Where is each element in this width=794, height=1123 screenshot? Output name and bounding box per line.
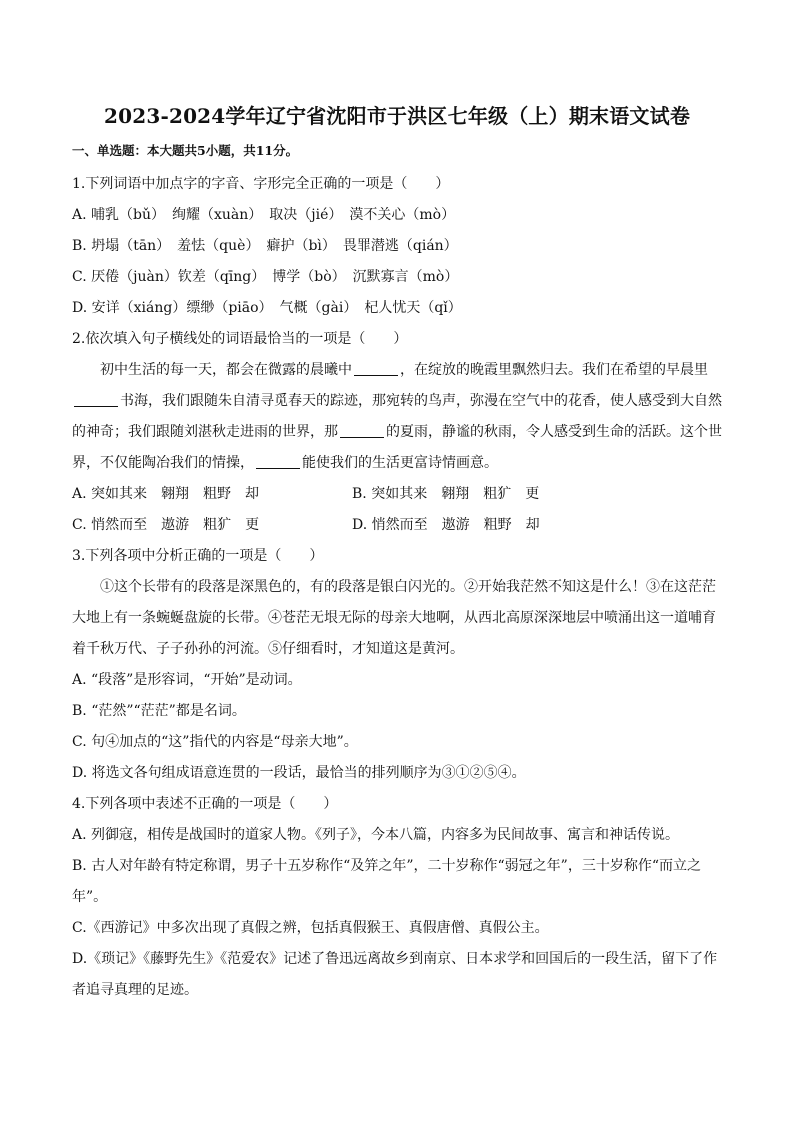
question-1 (72, 169, 722, 324)
fill-blank (354, 361, 398, 376)
option-b: B. 突如其来 翱翔 粗犷 更 (352, 486, 540, 502)
option-a: A. 突如其来 翱翔 粗野 却 (72, 486, 260, 502)
option-d: D. 将选文各句组成语意连贯的一段话，最恰当的排列顺序为③①②⑤④。 (72, 765, 526, 781)
fill-blank (340, 423, 384, 438)
passage (72, 355, 722, 479)
option-b: B. “茫然”“茫茫”都是名词。 (72, 703, 246, 719)
option-d: D. 安详（xiáng）缥缈（piāo） 气概（gài） 杞人忧天（qǐ） (72, 300, 462, 316)
passage-text: 书海，我们跟随朱自清寻觅春天的踪迹，那宛转的鸟声，弥漫在空气中的花香，使人感受到大自然的神奇；我们跟随刘湛秋走进雨的世界，那 (72, 393, 722, 440)
passage-text: 的夏雨，静谧的秋雨，令人感受到生命的活跃。这个世界，不仅能陶冶我们的情操， (72, 424, 722, 471)
option-a: A. “段落”是形容词，“开始”是动词。 (72, 672, 302, 688)
option-d: D.《琐记》《藤野先生》《范爱农》记述了鲁迅远离故乡到南京、日本求学和回国后的一段生活，留下了作者追寻真理的足迹。 (72, 951, 718, 998)
question-stem: 4.下列各项中表述不正确的一项是（ ） (72, 796, 338, 812)
fill-blank (256, 454, 300, 469)
passage-text: 初中生活的每一天，都会在微露的晨曦中 (100, 362, 352, 378)
question-2 (72, 324, 722, 541)
fill-blank (74, 392, 118, 407)
passage-text: ，在绽放的晚霞里飘然归去。我们在希望的早晨里 (400, 362, 708, 378)
option-c: C.《西游记》中多次出现了真假之辨，包括真假猴王、真假唐僧、真假公主。 (72, 920, 549, 936)
option-c: C. 句④加点的“这”指代的内容是“母亲大地”。 (72, 734, 358, 750)
page-title: 2023-2024学年辽宁省沈阳市于洪区七年级（上）期末语文试卷 (103, 104, 691, 128)
question-3 (72, 541, 722, 789)
options-row (72, 479, 722, 510)
passage: ①这个长带有的段落是深黑色的，有的段落是银白闪光的。②开始我茫然不知这是什么！③在这茫茫大地上有一条蜿蜒盘旋的长带。④苍茫无垠无际的母亲大地啊，从西北高原深深地层中喷涌出这一道哺育着千秋万代、子子孙孙的河流。⑤仔细看时，才知道这是黄河。 (72, 579, 716, 657)
question-4 (72, 789, 722, 1006)
options-row (72, 510, 722, 541)
option-c: C. 厌倦（juàn）钦差（qīng） 博学（bò） 沉默寡言（mò） (72, 269, 459, 285)
section-heading: 一、单选题：本大题共5小题，共11分。 (72, 143, 299, 158)
option-b: B. 古人对年龄有特定称谓，男子十五岁称作“及笄之年”，二十岁称作“弱冠之年”，三十岁称作“而立之年”。 (72, 858, 701, 905)
question-stem: 3.下列各项中分析正确的一项是（ ） (72, 548, 324, 564)
option-a: A. 列御寇，相传是战国时的道家人物。《列子》，今本八篇，内容多为民间故事、寓言和神话传说。 (72, 827, 680, 843)
option-a: A. 哺乳（bǔ） 绚耀（xuàn） 取决（jié） 漠不关心（mò） (72, 207, 456, 223)
option-c: C. 悄然而至 遨游 粗犷 更 (72, 517, 260, 533)
passage-text: 能使我们的生活更富诗情画意。 (302, 455, 498, 471)
option-b: B. 坍塌（tān） 羞怯（què） 癖护（bì） 畏罪潜逃（qián） (72, 238, 458, 254)
option-d: D. 悄然而至 遨游 粗野 却 (352, 517, 540, 533)
question-stem: 2.依次填入句子横线处的词语最恰当的一项是（ ） (72, 331, 408, 347)
question-stem: 1.下列词语中加点字的字音、字形完全正确的一项是（ ） (72, 176, 450, 192)
